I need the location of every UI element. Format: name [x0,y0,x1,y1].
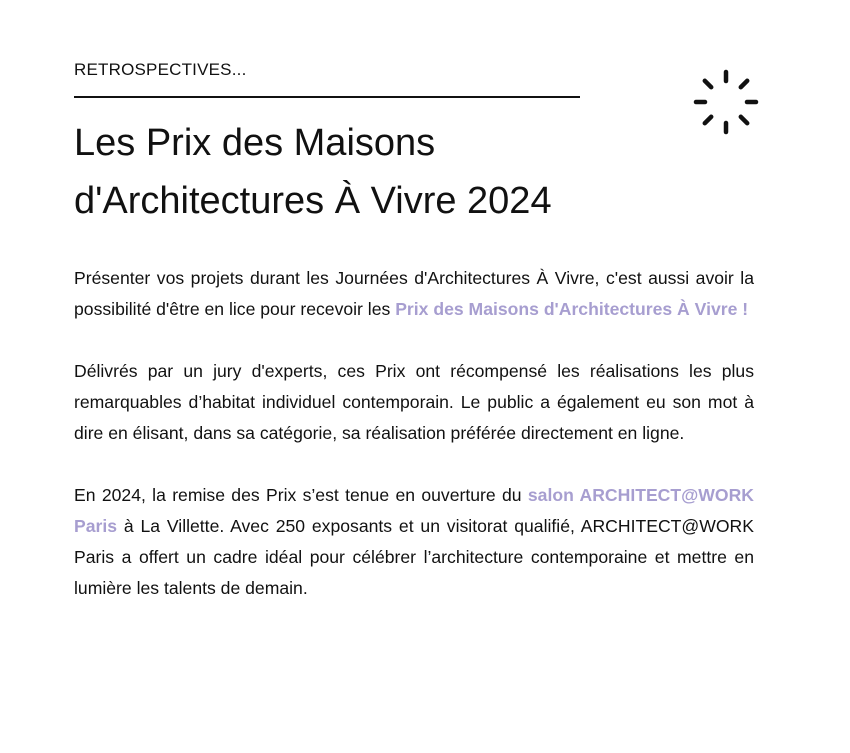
paragraph-salon [74,480,754,604]
spinner-tick [741,81,747,87]
prix-link[interactable]: Prix des Maisons d'Architectures À Vivre ! [395,299,749,319]
page-title-line-1: Les Prix des Maisons [74,122,436,164]
section-kicker: RETROSPECTIVES... [74,60,247,79]
paragraph-jury-text: Délivrés par un jury d'experts, ces Prix ont récompensé les réalisations les plus remarquables d’habitat individuel contemporain. Le public a également eu son mot à dire en élisant, dans sa catégorie, sa réalisation préférée directement en ligne. [74,361,754,443]
spinner-tick [705,117,711,123]
paragraph-intro [74,263,754,325]
page-title [74,114,552,230]
paragraph-jury [74,356,754,449]
article-body [74,263,754,635]
paragraph-salon-text-before: En 2024, la remise des Prix s’est tenue en ouverture du [74,485,528,505]
page-title-line-2: d'Architectures À Vivre 2024 [74,180,552,222]
paragraph-salon-text-after: à La Villette. Avec 250 exposants et un visitorat qualifié, ARCHITECT@WORK Paris a offert un cadre idéal pour célébrer l’architecture contemporaine et mettre en lumière les talents de demain. [74,516,754,598]
loading-spinner-icon [692,68,760,136]
paragraph-intro-text: Présenter vos projets durant les Journées d'Architectures À Vivre, c'est aussi avoir la possibilité d'être en lice pour recevoir les [74,268,754,319]
title-divider [74,96,580,98]
salon-link[interactable]: salon ARCHITECT@WORK Paris [74,485,754,536]
spinner-tick [705,81,711,87]
spinner-tick [741,117,747,123]
